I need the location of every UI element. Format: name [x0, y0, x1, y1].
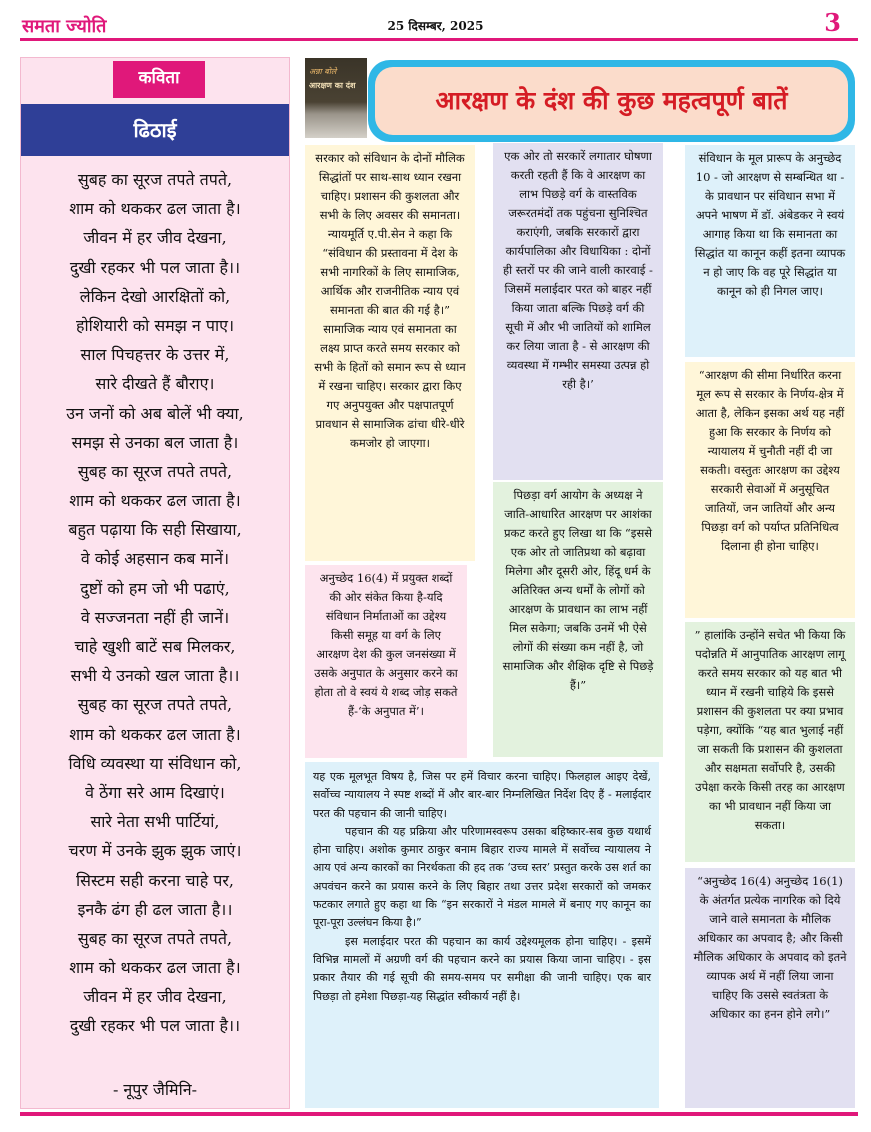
- poem-line: सुबह का सूरज तपते तपते,: [77, 695, 233, 715]
- poem-lines: [21, 165, 289, 1041]
- page-header: [0, 0, 871, 44]
- publication-name: समता ज्योति: [22, 16, 107, 37]
- article-col1-top: सरकार को संविधान के दोनों मौलिक सिद्धांतों पर साथ-साथ ध्यान रखना चाहिए। प्रशासन की कुशलता और सभी के लिए अवसर की समानता। न्यायमूर्ति ए.पी.सेन ने कहा कि “संविधान की प्रस्तावना में देश के सभी नागरिकों के लिए सामाजिक, आर्थिक और राजनीतिक न्याय एवं समानता की बात की गई है।” सामाजिक न्याय एवं समानता का लक्ष्य प्राप्त करते समय सरकार को सभी के हितों को समान रूप से ध्यान में रखना चाहिए। सरकार द्वारा किए गए अनुपयुक्त और पक्षपातपूर्ण प्रावधान से सामाजिक ढांचा धीरे-धीरे कमजोर हो जाएगा।: [305, 145, 475, 561]
- poem-author: - नूपुर जैमिनि-: [112, 1080, 198, 1099]
- poem-section-label: कविता: [113, 61, 205, 98]
- article-headline: आरक्षण के दंश की कुछ महत्वपूर्ण बातें: [375, 67, 848, 135]
- poem-line: इनकै ढंग ही ढल जाता है।।: [77, 899, 233, 919]
- poem-line: जीवन में हर जीव देखना,: [83, 228, 227, 248]
- poem-line: शाम को थककर ढल जाता है।: [69, 199, 241, 219]
- article-col2-top: एक ओर तो सरकारें लगातार घोषणा करती रहती हैं कि वे आरक्षण का लाभ पिछड़े वर्ग के वास्तविक जरूरतमंदों तक पहुंचना सुनिश्चित कराएंगी, जबकि सरकारों द्वारा कार्यपालिका और विधायिका : दोनों ही स्तरों पर की जाने वाली कारवाई - जिसमें मलाईदार परत को बाहर नहीं किया जाता बल्कि पिछड़े वर्ग की सूची में और भी जातियों को शामिल कर लिया जाता है - से आरक्षण की व्यवस्था में गम्भीर समस्या उत्पन्न हो रही है।’: [493, 143, 663, 480]
- headline-frame: [368, 60, 855, 142]
- poem-line: बहुत पढ़ाया कि सही सिखाया,: [68, 520, 242, 540]
- poem-line: दुष्टों को हम जो भी पढाएं,: [80, 578, 230, 598]
- poem-line: वे कोई अहसान कब मानें।: [80, 549, 230, 569]
- poem-title: ढिठाई: [21, 104, 289, 156]
- poem-line: सुबह का सूरज तपते तपते,: [77, 170, 233, 189]
- poem-line: दुखी रहकर भी पल जाता है।।: [69, 257, 241, 277]
- article-col3-para4: “अनुच्छेद 16(4) अनुच्छेद 16(1) के अंतर्गत प्रत्येक नागरिक को दिये जाने वाले समानता के मौलिक अधिकार का अपवाद है; और किसी मौलिक अधिकार के अपवाद को इतने व्यापक अर्थ में नहीं लिया जाना चाहिए कि उससे स्वतंत्रता के अधिकार का हनन होने लगे।”: [685, 868, 855, 1108]
- poem-line: दुखी रहकर भी पल जाता है।।: [69, 1016, 241, 1036]
- poem-line: शाम को थककर ढल जाता है।: [69, 491, 241, 511]
- article-wide-para1: यह एक मूलभूत विषय है, जिस पर हमें विचार करना चाहिए। फिलहाल आइए देखें, सर्वोच्च न्यायालय ने स्पष्ट शब्दों में और बार-बार निम्नलिखित निर्देश दिए हैं - मलाईदार परत की पहचान की जानी चाहिए।: [313, 770, 651, 820]
- book-cover-line1: अन्ना बोले: [309, 67, 337, 76]
- article-col3-para1: संविधान के मूल प्रारूप के अनुच्छेद 10 - जो आरक्षण से सम्बन्धित था - के प्रावधान पर संविधान सभा में अपने भाषण में डॉ. अंबेडकर ने स्वयं आगाह किया था कि समानता का सिद्धांत या कानून कहीं इतना व्यापक न हो जाए कि वह पूरे सिद्धांत या कानून को ही निगल जाए।: [685, 145, 855, 357]
- poem-line: समझ से उनका बल जाता है।: [71, 432, 239, 452]
- poem-line: सिस्टम सही करना चाहे पर,: [76, 870, 234, 890]
- article-col3-para3: ” हालांकि उन्होंने सचेत भी किया कि पदोन्नति में आनुपातिक आरक्षण लागू करते समय सरकार को यह बात भी ध्यान में रखनी चाहिये कि इससे प्रशासन की कुशलता पर क्या प्रभाव पड़ेगा, क्योंकि “यह बात भुलाई नहीं जा सकती कि प्रशासन की कुशलता और सक्षमता सर्वोपरि है, उसकी उपेक्षा करके किसी तरह का आरक्षण का भी प्रावधान नहीं किया जा सकता।: [685, 622, 855, 862]
- header-divider: [20, 38, 858, 41]
- poem-line: चाहे खुशी बाटें सब मिलकर,: [74, 637, 236, 656]
- article-wide-block: [305, 762, 659, 1108]
- footer-divider: [20, 1112, 858, 1116]
- poem-line: सारे नेता सभी पार्टियां,: [90, 812, 220, 832]
- poem-line: विधि व्यवस्था या संविधान को,: [68, 753, 242, 773]
- poem-line: होशियारी को समझ न पाए।: [75, 315, 235, 335]
- poem-line: सभी ये उनको खल जाता है।।: [70, 666, 240, 686]
- poem-line: उन जनों को अब बोलें भी क्या,: [66, 403, 244, 423]
- book-cover-image: [305, 58, 367, 138]
- poem-line: सारे दीखते हैं बौराए।: [95, 374, 215, 394]
- issue-date: 25 दिसम्बर, 2025: [387, 19, 484, 33]
- poem-line: जीवन में हर जीव देखना,: [83, 987, 227, 1007]
- page-number: 3: [824, 8, 841, 37]
- poem-line: शाम को थककर ढल जाता है।: [69, 724, 241, 744]
- article-col2-bottom: पिछड़ा वर्ग आयोग के अध्यक्ष ने जाति-आधारित आरक्षण पर आशंका प्रकट करते हुए लिखा था कि “इससे एक ओर तो जातिप्रथा को बढ़ावा मिलेगा और दूसरी ओर, हिंदू धर्म के अतिरिक्त अन्य धर्मों के लोगों को आरक्षण के प्रावधान का लाभ नहीं मिल सकेगा; जबकि उनमें भी ऐसे लोगों की संख्या कम नहीं है, जो सामाजिक और शैक्षिक दृष्टि से पिछड़े हैं।”: [493, 482, 663, 757]
- book-cover-line2: आरक्षण का दंश: [309, 81, 356, 90]
- article-col1-bottom: अनुच्छेद 16(4) में प्रयुक्त शब्दों की ओर संकेत किया है-यदि संविधान निर्माताओं का उद्देश्य किसी समूह या वर्ग के लिए आरक्षण देश की कुल जनसंख्या में उसके अनुपात के अनुसार करने का होता तो वे स्वयं ये शब्द जोड़ सकते हैं-‘के अनुपात में’।: [305, 565, 467, 758]
- poem-line: वे ठेंगा सरे आम दिखाएं।: [85, 782, 225, 802]
- article-wide-para2: पहचान की यह प्रक्रिया और परिणामस्वरूप उसका बहिष्कार-सब कुछ यथार्थ होना चाहिए। अशोक कुमार ठाकुर बनाम बिहार राज्य मामले में सर्वोच्च न्यायालय ने आय एवं अन्य कारकों का निरर्थकता की हद तक ‘उच्च स्तर’ प्रस्तुत करके उस शर्त का अपवंचन करने का प्रयास करने के लिए बिहार तथा उत्तर प्रदेश सरकारों को जमकर फटकार लगाते हुए कहा था कि “इन सरकारों ने मंडल मामले में बनाए गए कानून का पूरा-पूरा उल्लंघन किया है।”: [313, 824, 651, 930]
- poem-line: शाम को थककर ढल जाता है।: [69, 958, 241, 978]
- article-col3-para2: “आरक्षण की सीमा निर्धारित करना मूल रूप से सरकार के निर्णय-क्षेत्र में आता है, लेकिन इसका अर्थ यह नहीं हुआ कि सरकार के निर्णय को न्यायालय में चुनौती नहीं दी जा सकती। वस्तुतः आरक्षण का उद्देश्य सरकारी सेवाओं में अनुसूचित जातियों, जन जातियों और अन्य पिछड़ा वर्ग को पर्याप्त प्रतिनिधित्व दिलाना ही होना चाहिए।: [685, 362, 855, 618]
- poem-line: वे सज्जनता नहीं ही जानें।: [80, 607, 230, 627]
- poem-line: चरण में उनके झुक झुक जाएं।: [68, 841, 242, 861]
- poem-line: सुबह का सूरज तपते तपते,: [77, 928, 233, 948]
- poem-line: साल पिचहत्तर के उत्तर में,: [80, 345, 230, 365]
- poem-box: [20, 57, 290, 1109]
- poem-line: लेकिन देखो आरक्षितों को,: [79, 286, 231, 306]
- article-wide-para3: इस मलाईदार परत की पहचान का कार्य उद्देश्यमूलक होना चाहिए। - इसमें विभिन्न मामलों में अग्रणी वर्ग की पहचान करने का प्रयास किया जाना चाहिए। - इस प्रकार तैयार की गई सूची की समय-समय पर समीक्षा की जानी चाहिए। एक बार पिछड़ा तो हमेशा पिछड़ा-यह सिद्धांत स्वीकार्य नहीं है।: [313, 934, 651, 1003]
- poem-line: सुबह का सूरज तपते तपते,: [77, 461, 233, 481]
